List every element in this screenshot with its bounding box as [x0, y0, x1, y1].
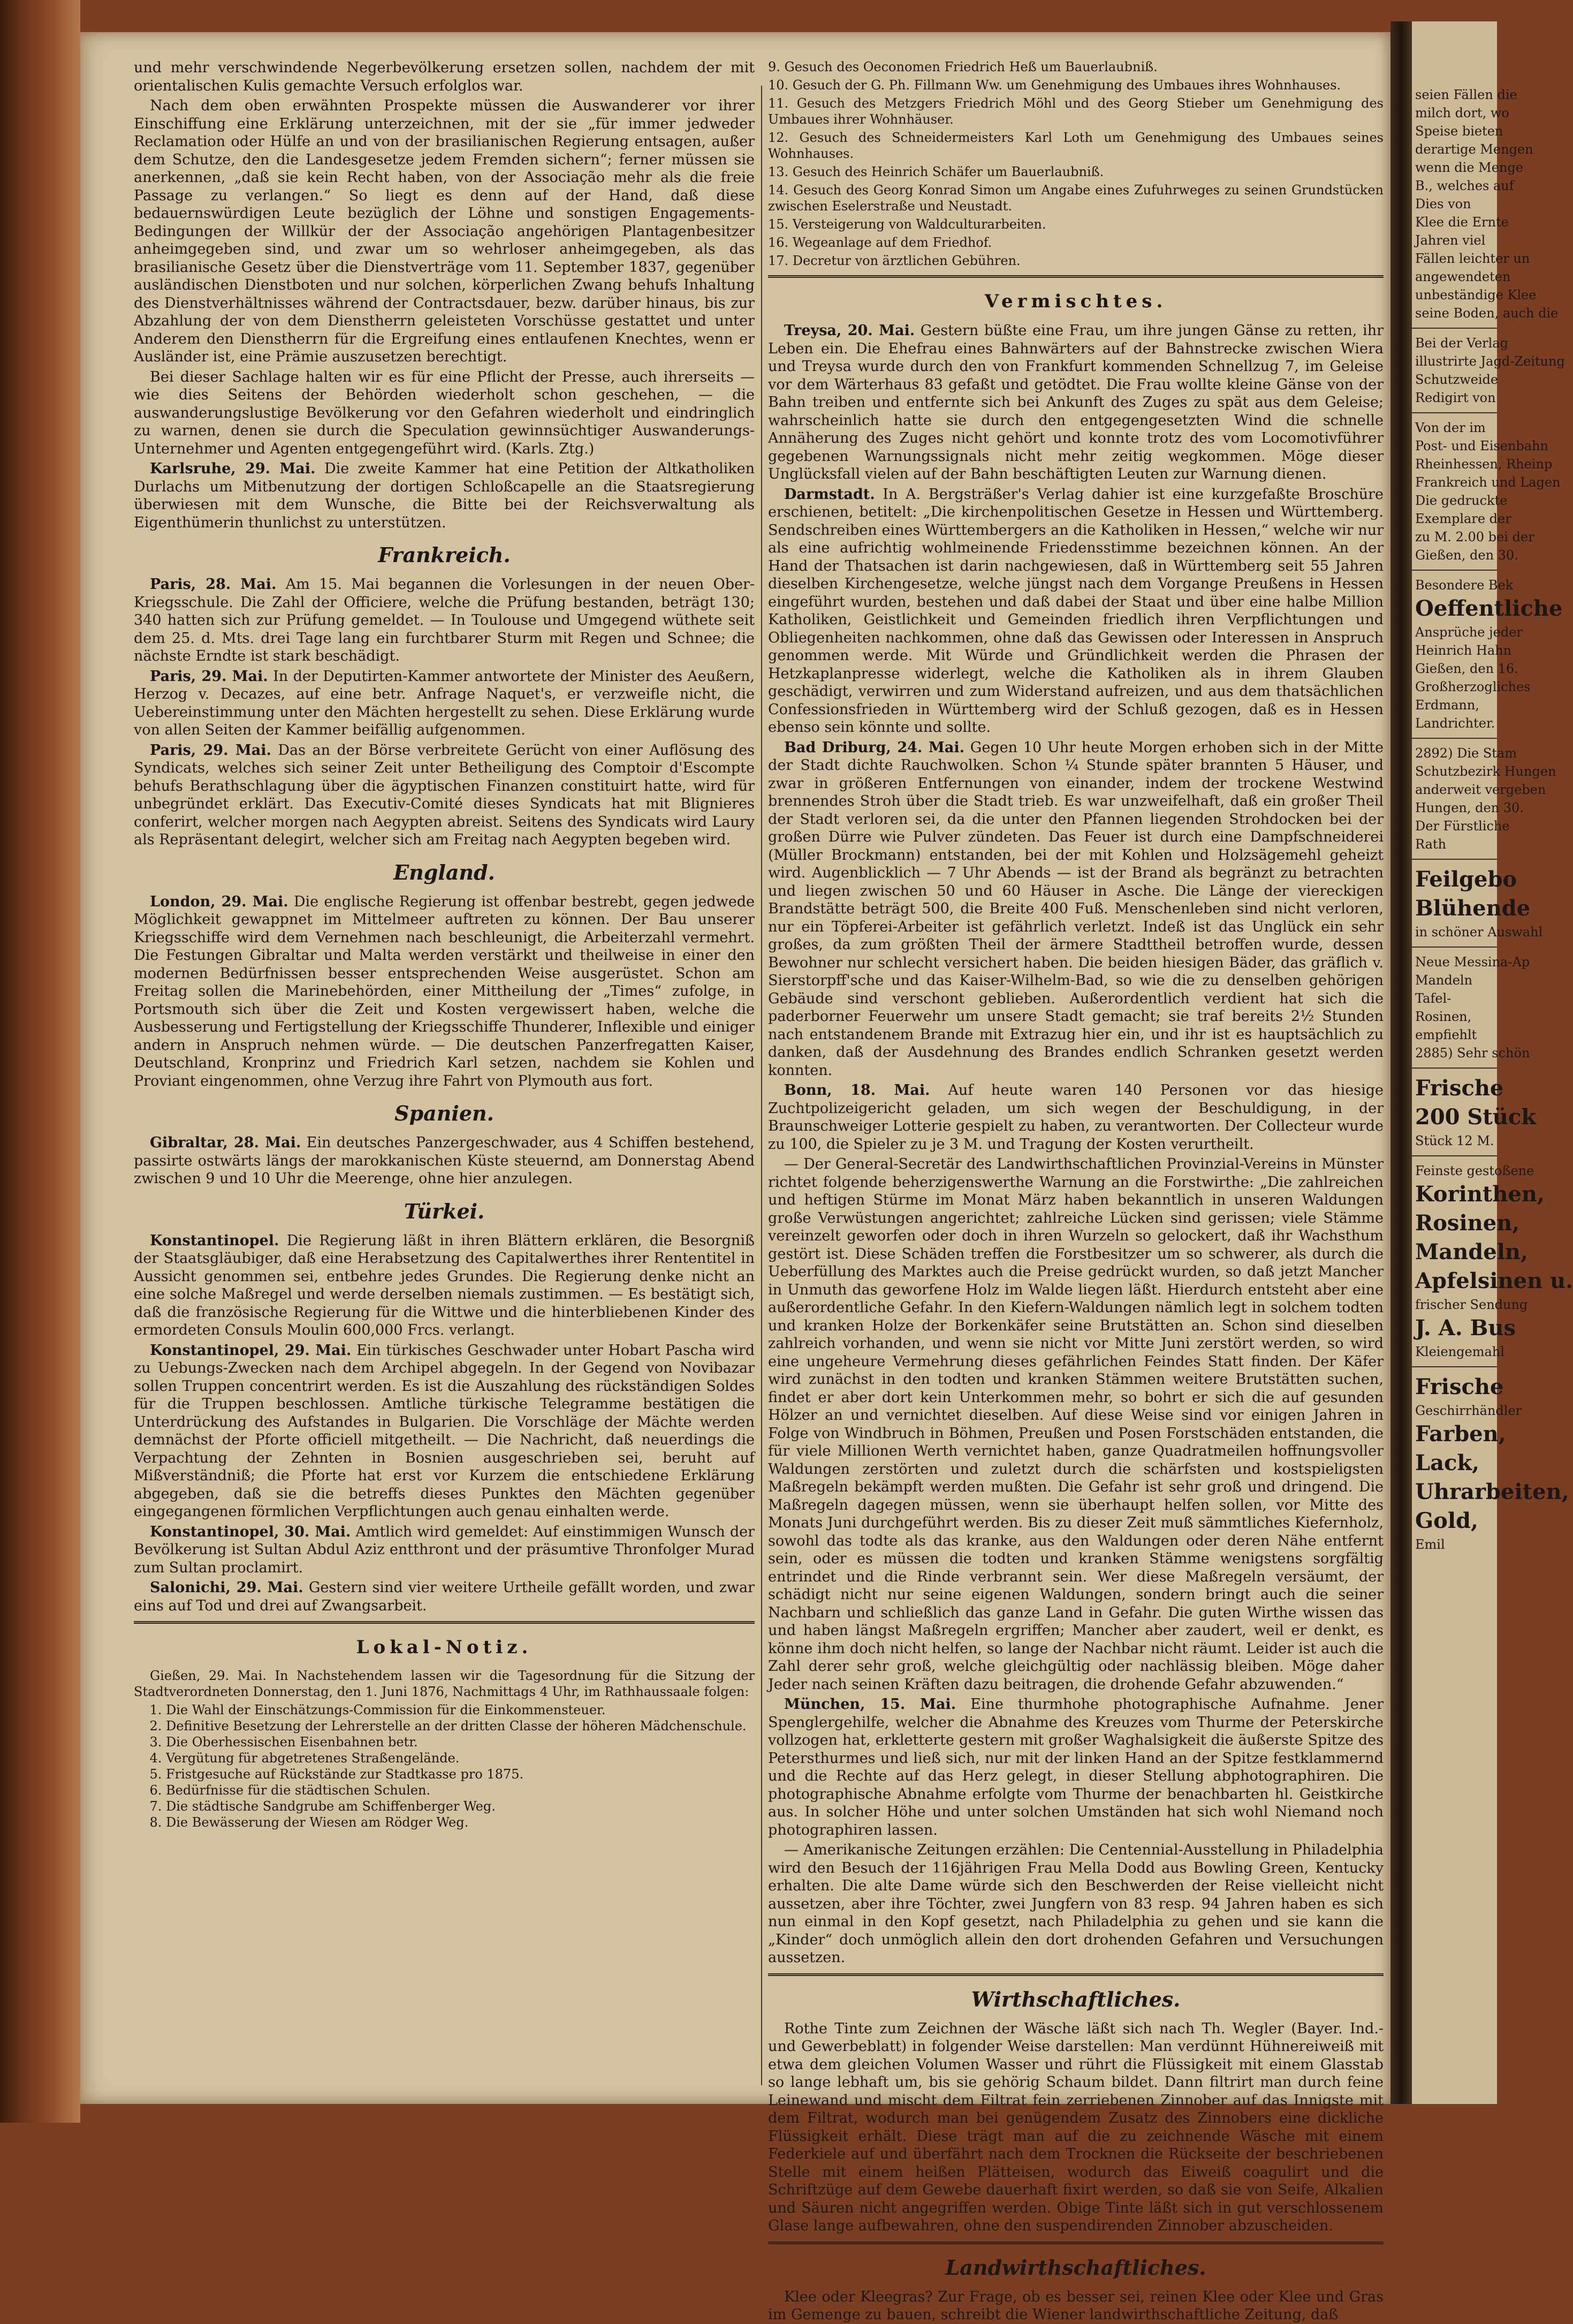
column-divider — [761, 86, 762, 2085]
fragment-line: Erdmann, — [1415, 698, 1479, 713]
news-item-gibraltar — [134, 1134, 755, 1188]
news-item-paris — [134, 668, 755, 739]
fragment-line: Neue Messina-Ap — [1415, 955, 1530, 970]
fragment-line: milch dort, wo — [1415, 105, 1509, 120]
fragment-rule — [1412, 859, 1497, 860]
fragment-rule — [1412, 1366, 1497, 1367]
news-item-muenster: — Der General-Secretär des Landwirthschaftlichen Provinzial-Vereins in Münster richtet folgende beherzigenswerthe Warnung an die Forstwirthe: „Die zahlreichen und heftigen Stürme im Monat März haben bekanntlich in unseren Waldungen große Verwüstungen angerichtet; zahlreiche Lücken sind gerissen; viele Stämme vereinzelt geworfen oder doch in ihren Wurzeln so gelockert, daß ihr Wachsthum gestört ist. Diese Schäden treffen die Forstbesitzer um so schwerer, als durch die Ueberfüllung des Marktes auch die Preise gedrückt wurden, so daß jetzt Mancher in Unmuth das geworfene Holz im Walde liegen läßt. Hierdurch entsteht aber eine außerordentliche Gefahr. In den Kiefern-Waldungen nämlich legt in solchem todten und kranken Holze der Borkenkäfer seine Brutstätten an. Schon sind dieselben zahlreich vorhanden, und wenn sie nicht vor Mitte Juni zerstört werden, so wird eine ungeheure Vermehrung dieses gefährlichen Feindes Statt finden. Der Käfer wird zunächst in den todten und kranken Stämmen weitere Brutstätten suchen, findet er aber dort kein Unterkommen mehr, so bohrt er sich die auf gesunden Hölzer an und vernichtet dieselben. Auf diese Weise sind vor einigen Jahren in Folge von Windbruch in Böhmen, Preußen und Posen Forstschäden entstanden, die für viele Millionen Werth vernichtet haben, ganze Quadratmeilen hoffnungsvoller Waldungen zerstörten und zuletzt durch die schärfsten und kostspieligsten Maßregeln bekämpft werden mußten. Die Gefahr ist sehr groß und dringend. Die Maßregeln dagegen müssen, wenn sie überhaupt helfen sollen, vor Mitte des Monats Juni durchgeführt werden. Bis zu dieser Zeit muß sämmtliches Kiefernholz, sowohl das todte als das kranke, aus den Waldungen oder deren Nähe entfernt sein, oder es müssen die todten und kranken Stämme wenigstens sorgfältig entrindet und die Rinde verbrannt sein. Wer diese Maßregeln versäumt, der schädigt nicht nur seine eigenen Waldungen, sondern bringt auch die seiner Nachbarn und schließlich das ganze Land in Gefahr. Die guten Wirthe wissen das und haben längst Maßregeln ergriffen; Mancher aber zaudert, weil er denkt, es könne ihm doch nicht helfen, so lange der Nachbar nicht räumt. Leider ist auch die Zahl derer sehr groß, welche gleichgültig oder nachlässig bleiben. Möge daher Jeder nach seinen Kräften dazu beitragen, die drohende Gefahr abzuwenden.“ — [768, 1156, 1384, 1693]
fragment-line: Fällen leichter un — [1415, 251, 1530, 266]
news-item-konstantinopel — [134, 1523, 755, 1577]
agenda-item: 5. Fristgesuche auf Rückstände zur Stadtkasse pro 1875. — [166, 1766, 755, 1782]
fragment-line: empfiehlt — [1415, 1027, 1477, 1042]
fragment-line: Schutzbezirk Hungen — [1415, 764, 1556, 779]
dateline: Bonn, 18. Mai. — [784, 1082, 930, 1099]
fragment-line: derartige Mengen — [1415, 142, 1533, 157]
fragment-line: Gießen, den 16. — [1415, 661, 1518, 676]
agenda-item: 14. Gesuch des Georg Konrad Simon um Angabe eines Zufuhrweges zu seinen Grundstücken zwischen Eselerstraße und Neustadt. — [768, 183, 1384, 214]
section-heading-tuerkei: Türkei. — [404, 1199, 485, 1223]
fragment-line: Von der im — [1415, 420, 1486, 435]
fragment-line: Feinste gestoßene — [1415, 1163, 1534, 1178]
news-item-paris — [134, 576, 755, 665]
fragment-heading: Blühende — [1415, 896, 1531, 921]
agenda-continued — [768, 59, 1384, 269]
fragment-heading: Frische — [1415, 1374, 1504, 1399]
fragment-line: seine Boden, auch die — [1415, 306, 1559, 321]
section-rule — [768, 275, 1384, 278]
agenda-item: 8. Die Bewässerung der Wiesen am Rödger Weg. — [166, 1814, 755, 1830]
fragment-heading: Uhrarbeiten, — [1415, 1479, 1569, 1504]
news-text: Eine thurmhohe photographische Aufnahme. Jener Spenglergehilfe, welcher die Abnahme des Kreuzes vom Thurme der Peterskirche vollzogen hat, erkletterte gestern mit großer Waghalsigkeit die äußerste Spitze des Petersthurmes und ließ sich, nur mit der linken Hand an der Spitze festklammernd und die Rechte auf das Herz gelegt, in dieser Stellung abphotographiren. Die photographische Abnahme erfolgte vom Thurme der benachbarten hl. Geistkirche aus. In solcher Höhe und unter solchen Umständen hat sich wohl Niemand noch photographiren lassen. — [768, 1696, 1384, 1838]
section-heading-wirthschaftliches: Wirthschaftliches. — [971, 1987, 1181, 2011]
fragment-line: in schöner Auswahl — [1415, 925, 1543, 940]
section-rule — [768, 1973, 1384, 1976]
fragment-heading: Frische — [1415, 1076, 1504, 1101]
section-heading-lokal: Lokal-Notiz. — [356, 1637, 533, 1658]
fragment-heading: J. A. Bus — [1415, 1315, 1516, 1341]
fragment-line: Frankreich und Lagen — [1415, 475, 1561, 490]
news-item-konstantinopel — [134, 1342, 755, 1521]
fragment-line: Mandeln — [1415, 973, 1473, 988]
article-paragraph: Nach dem oben erwähnten Prospekte müssen die Auswanderer vor ihrer Einschiffung eine Erklärung unterzeichnen, mit der sie „für immer jedweder Reclamation oder Hülfe an und von der brasilianischen Regierung entsagen, außer dem Schutze, den die Landesgesetze jedem Fremden sichern“; ferner müssen sie anerkennen, „daß sie kein Recht haben, von der Associação mehr als die freie Passage zu verlangen.“ So liegt es denn auf der Hand, daß diese bedauernswürdigen Leute bezüglich der Löhne und sonstigen Engagements-Bedingungen der Willkür der der Associação angehörigen Plantagenbesitzer anheimgegeben sind, und zwar um so wehrloser anheimgegeben, als das brasilianische Gesetz über die Dienstverträge vom 11. September 1837, gegenüber ausländischen Dienstboten und nur solchen, körperlichen Zwang behufs Inhaltung des Dienstverhältnisses während der Contractsdauer, bezw. darüber hinaus, bis zur Abzahlung der von dem Dienstherrn geleisteten Vorschüsse gestattet und unter Anderem den Dienstherrn für die Ergreifung eines entlaufenen Knechtes, wenn er Ausländer ist, eine Prämie auszusetzen berechtigt. — [134, 97, 755, 365]
fragment-line: Großherzogliches — [1415, 679, 1531, 694]
section-rule — [134, 1621, 755, 1624]
fragment-line: Gießen, den 30. — [1415, 548, 1518, 563]
agenda-item: 11. Gesuch des Metzgers Friedrich Möhl und des Georg Stieber um Genehmigung des Umbaues ihrer Wohnhäuser. — [768, 96, 1384, 127]
fragment-heading: Farben, — [1415, 1421, 1506, 1447]
fragment-line: Der Fürstliche — [1415, 819, 1510, 834]
fragment-line: unbeständige Klee — [1415, 287, 1537, 302]
agenda-item: 12. Gesuch des Schneidermeisters Karl Loth um Genehmigung des Umbaues seines Wohnhauses. — [768, 130, 1384, 161]
agenda-item: 17. Decretur von ärztlichen Gebühren. — [768, 253, 1021, 268]
adjacent-page-fragment — [1412, 21, 1573, 2104]
fragment-rule — [1412, 328, 1497, 329]
section-rule — [768, 2242, 1384, 2244]
fragment-line: Dies von — [1415, 196, 1471, 211]
fragment-line: 2885) Sehr schön — [1415, 1046, 1530, 1061]
agenda-item: 6. Bedürfnisse für die städtischen Schulen. — [166, 1782, 755, 1798]
fragment-heading: Rosinen, — [1415, 1210, 1520, 1236]
fragment-line: B., welches auf — [1415, 178, 1514, 193]
news-text: Am 15. Mai begannen die Vorlesungen in der neuen Ober-Kriegsschule. Die Zahl der Officiere, welche die Prüfung bestanden, beträgt 130; 340 hatten sich zur Prüfung gemeldet. — In Toulouse und Umgegend wüthete seit dem 25. d. Mts. drei Tage lang ein furchtbarer Sturm mit Regen und Schnee; die nächste Erndte ist stark beschädigt. — [134, 576, 755, 664]
fragment-line: Exemplare der — [1415, 511, 1511, 526]
news-text: Gegen 10 Uhr heute Morgen erhoben sich in der Mitte der Stadt dichte Rauchwolken. Schon ¼ Stunde später brannten 5 Häuser, und zwar in größeren Entfernungen von einander, indem der trockene Westwind brennendes Stroh über die Stadt trieb. Es war unzweifelhaft, daß ein großer Theil der Stadt verloren sei, da die unter den Pfannen liegenden Strohdocken bei der großen Dürre wie Pulver zündeten. Das Feuer ist durch eine Dampfschneiderei (Müller Brockmann) entstanden, bei der mit Kohlen und Holzsägemehl geheizt wird. Augenblicklich — 7 Uhr Abends — ist der Brand als begränzt zu betrachten und liegen zwischen 50 und 60 Häuser in Asche. Die Länge der viereckigen Brandstätte beträgt 500, die Breite 400 Fuß. Menschenleben sind nicht verloren, nur ein Töpferei-Arbeiter ist gefährlich verletzt. Indeß ist das Unglück ein sehr großes, da zum größten Theil der ärmere Stadttheil betroffen wurde, dessen Bewohner nur schlecht versichert haben. Die beiden hiesigen Bäder, das gräflich v. Sierstorpff'sche und das Kaiser-Wilhelm-Bad, so wie die zu denselben gehörigen Gebäude sind verschont geblieben. Außerordentlich verdient hat sich die paderborner Feuerwehr um unsere Stadt gemacht; sie traf bereits 2½ Stunden nach entstandenem Brande mit Extrazug hier ein, und ihr ist es hauptsächlich zu danken, daß der Ausdehnung des Brandes endlich Schranken gesetzt werden konnten. — [768, 739, 1384, 1079]
fragment-line: zu M. 2.00 bei der — [1415, 529, 1534, 544]
agenda-item: 16. Wegeanlage auf dem Friedhof. — [768, 235, 992, 250]
fragment-rule — [1412, 738, 1497, 739]
fragment-heading: Korinthen, — [1415, 1182, 1545, 1207]
fragment-line: Bei der Verlag — [1415, 336, 1508, 351]
news-text: Die Regierung läßt in ihren Blättern erklären, die Besorgniß der Staatsgläubiger, daß eine Herabsetzung des Capitalwerthes ihrer Rententitel in Aussicht genommen sei, entbehre jedes Grundes. Die Regierung denke nicht an eine solche Maßregel und werde derselben niemals zustimmen. — Es bestätigt sich, daß die französische Regierung für die Wittwe und die hinterbliebenen Kinder des ermordeten Consuls Moulin 600,000 Frcs. verlangt. — [134, 1232, 755, 1338]
section-heading-england: England. — [393, 860, 495, 884]
agenda-item: 13. Gesuch des Heinrich Schäfer um Bauerlaubniß. — [768, 164, 1104, 179]
section-heading-spanien: Spanien. — [394, 1101, 494, 1125]
news-text: Das an der Börse verbreitete Gerücht von einer Auflösung des Syndicats, welches sich seiner Zeit unter Betheiligung des Comptoir d'Escompte behufs Berathschlagung über die ägyptischen Finanzen constituirt hatte, wird für unbegründet erklärt. Das Executiv-Comité dieses Syndicats hat mit Blignieres conferirt, welcher morgen nach Aegypten abreist. Seitens des Syndicats wird Laury als Repräsentant delegirt, welcher sich am Freitag nach Aegypten begeben wird. — [134, 741, 755, 848]
fragment-rule — [1412, 1155, 1497, 1156]
news-item-driburg — [768, 739, 1384, 1080]
dateline: Paris, 29. Mai. — [150, 668, 268, 685]
book-spine — [0, 0, 80, 2123]
dateline: Paris, 29. Mai. — [150, 741, 271, 759]
fragment-line: Geschirrhändler — [1415, 1403, 1522, 1418]
page-gutter — [1390, 21, 1412, 2104]
fragment-rule — [1412, 412, 1497, 413]
fragment-line: Besondere Bek — [1415, 578, 1514, 593]
fragment-line: 2892) Die Stam — [1415, 746, 1517, 761]
dateline: Treysa, 20. Mai. — [784, 322, 915, 339]
fragment-heading: Gold, — [1415, 1508, 1478, 1533]
news-item-amerika: — Amerikanische Zeitungen erzählen: Die Centennial-Ausstellung in Philadelphia wird den Besuch der 116jährigen Frau Mella Dodd aus Bowling Green, Kentucky erhalten. Die alte Dame würde sich den Beschwerden der Reise vielleicht nicht aussetzen, aber ihre Töchter, zwei Jungfern von 83 resp. 94 Jahren haben es sich nun einmal in den Kopf gesetzt, nach Philadelphia zu gehen und sie kann die „Kinder“ doch unmöglich allein den dort drohenden Gefahren und Versuchungen aussetzen. — [768, 1842, 1384, 1966]
fragment-line: Post- und Eisenbahn — [1415, 438, 1548, 453]
news-item-paris — [134, 741, 755, 849]
fragment-line: Rath — [1415, 837, 1447, 852]
article-paragraph: Bei dieser Sachlage halten wir es für eine Pflicht der Presse, auch ihrerseits — wie dies Seitens der Behörden wiederholt schon geschehen, — die auswanderungslustige Bevölkerung vor den Gefahren wiederholt und eindringlich zu warnen, denen sie durch die Speculation gewinnsüchtiger Auswanderungs-Unternehmer und Agenten entgegengeführt wird. (Karls. Ztg.) — [134, 368, 755, 457]
dateline: Bad Driburg, 24. Mai. — [784, 739, 964, 756]
dateline: Gibraltar, 28. Mai. — [150, 1134, 301, 1151]
news-text: In der Deputirten-Kammer antwortete der Minister des Aeußern, Herzog v. Decazes, auf eine betr. Anfrage Naquet's, er verzweifle nicht, die Uebereinstimmung unter den Mächten hergestellt zu sehen. Diese Erklärung wurde von allen Seiten der Kammer beifällig aufgenommen. — [134, 668, 755, 738]
news-text: Ein deutsches Panzergeschwader, aus 4 Schiffen bestehend, passirte ostwärts längs der marokkanischen Küste steuernd, am Donnerstag Abend zwischen 9 und 10 Uhr die Meerenge, ohne hier anzulegen. — [134, 1134, 755, 1187]
dateline: Salonichi, 29. Mai. — [150, 1579, 303, 1596]
fragment-line: Die gedruckte — [1415, 493, 1508, 508]
news-text: Gestern sind vier weitere Urtheile gefällt worden, und zwar eins auf Tod und drei auf Zwangsarbeit. — [134, 1579, 755, 1614]
agenda-item: 2. Definitive Besetzung der Lehrerstelle an der dritten Classe der höheren Mädchenschule. — [166, 1718, 755, 1734]
agenda-item: 15. Versteigerung von Waldculturarbeiten. — [768, 217, 1046, 232]
fragment-line: frischer Sendung — [1415, 1297, 1528, 1312]
fragment-heading: Mandeln, — [1415, 1239, 1528, 1265]
news-item-treysa — [768, 322, 1384, 483]
fragment-line: Speise bieten — [1415, 124, 1503, 139]
fragment-rule — [1412, 570, 1497, 571]
news-text: Gestern büßte eine Frau, um ihre jungen Gänse zu retten, ihr Leben ein. Die Ehefrau eines Bahnwärters auf der Bahnstrecke zwischen Wiera und Treysa wurde durch den von Frankfurt kommenden Schnellzug 7, im Geleise vor dem Wärterhaus 83 gefaßt und getödtet. Die Frau wollte kleine Gänse von der Bahn treiben und entfernte sich bei Ankunft des Zuges zu spät aus dem Geleise; wahrscheinlich hatte sie durch den entgegengesetzten Wind die schnelle Annäherung des Zuges nicht gehört und konnte trotz des vom Locomotivführer gegebenen Warnungssignals nicht mehr zeitig wegkommen. Möge dieser Unglücksfall vielen auf der Bahn beschäftigten Leuten zur Warnung dienen. — [768, 322, 1384, 482]
fragment-line: Kleiengemahl — [1415, 1344, 1504, 1359]
section-heading-landwirthschaftliches: Landwirthschaftliches. — [945, 2255, 1206, 2280]
fragment-line: Tafel- — [1415, 991, 1452, 1006]
fragment-line: Redigirt von — [1415, 390, 1496, 405]
dateline: Konstantinopel, 29. Mai. — [150, 1342, 352, 1359]
news-text: Ein türkisches Geschwader unter Hobart Pascha wird zu Uebungs-Zwecken nach dem Archipel abgegeln. In der Gegend von Novibazar sollen Truppen concentrirt werden. Es ist die Auszahlung des rückständigen Soldes für die Truppen beschlossen. Amtliche türkische Telegramme bestätigen die Unterdrückung des Aufstandes in Bulgarien. Die Vorschläge der Mächte werden demnächst der Pforte officiell mitgetheilt. — Die Nachricht, daß neuerdings die Verpachtung der Zehnten in Bosnien ausgeschrieben sei, beruht auf Mißverständniß; die Pforte hat erst vor Kurzem die entschiedene Erklärung abgegeben, daß sie die betreffs dieses Punktes den Mächten gegenüber eingegangenen förmlichen Verpflichtungen auch genau einhalten werde. — [134, 1342, 755, 1520]
fragment-heading: Oeffentliche — [1415, 596, 1563, 621]
dateline: München, 15. Mai. — [784, 1696, 956, 1713]
news-item-bonn — [768, 1081, 1384, 1153]
fragment-heading: 200 Stück — [1415, 1104, 1536, 1130]
agenda-item: 9. Gesuch des Oeconomen Friedrich Heß um Bauerlaubniß. — [768, 59, 1158, 74]
news-item-karlsruhe — [134, 460, 755, 532]
agenda-item: 7. Die städtische Sandgrube am Schiffenberger Weg. — [166, 1798, 755, 1814]
fragment-line: illustrirte Jagd-Zeitung — [1415, 354, 1565, 369]
left-column — [134, 59, 755, 2091]
dateline: Konstantinopel. — [150, 1232, 279, 1249]
article-paragraph: und mehr verschwindende Negerbevölkerung ersetzen sollen, nachdem der mit orientalischen Kulis gemachte Versuch erfolglos war. — [134, 59, 755, 94]
dateline: Paris, 28. Mai. — [150, 576, 277, 593]
fragment-line: Klee die Ernte — [1415, 215, 1509, 230]
news-item-muenchen — [768, 1695, 1384, 1839]
fragment-rule — [1412, 1068, 1497, 1069]
news-item-london — [134, 893, 755, 1091]
fragment-line: wenn die Menge — [1415, 160, 1523, 175]
fragment-line: Schutzweide — [1415, 372, 1499, 387]
news-text: In A. Bergsträßer's Verlag dahier ist eine kurzgefaßte Broschüre erschienen, betitelt: „Die kirchenpolitischen Gesetze in Hessen und Württemberg. Sendschreiben eines Württembergers an die Katholiken in Hessen,“ welche wir nur als eine aufrichtig wohlmeinende Friedensstimme bezeichnen können. An der Hand der Thatsachen ist darin nachgewiesen, daß in Württemberg seit 55 Jahren dieselben Kirchengesetze, welche jüngst nach dem Vorgange Preußens in Hessen eingeführt wurden, bestehen und daß dabei der Staat und über eine halbe Million Katholiken, Geistlichkeit und Gemeinden friedlich ihren Verpflichtungen und Obliegenheiten nachkommen, ohne daß das Gewissen oder Interessen in Anspruch genommen werde. Mit Würde und Gründlichkeit werden die Phrasen der Hetzkaplanpresse widerlegt, welche die Katholiken als in ihrem Glauben geschädigt, verwirren und zum Widerstand aufreizen, und aus dem thatsächlichen Confessionsfrieden in Württemberg wird der Schluß gezogen, daß es in Hessen ebenso sein könnte und sollte. — [768, 486, 1384, 736]
news-item-darmstadt — [768, 486, 1384, 737]
section-heading-frankreich: Frankreich. — [378, 543, 511, 567]
fragment-heading: Lack, — [1415, 1450, 1480, 1475]
fragment-heading: Feilgebo — [1415, 867, 1517, 892]
fragment-line: anderweit vergeben — [1415, 782, 1546, 797]
fragment-line: Emil — [1415, 1537, 1445, 1552]
dateline: Darmstadt. — [784, 486, 875, 503]
fragment-line: Ansprüche jeder — [1415, 625, 1523, 640]
lokal-intro: Gießen, 29. Mai. In Nachstehendem lassen wir die Tagesordnung für die Sitzung der Stadtverordneten Donnerstag, den 1. Juni 1876, Nachmittags 4 Uhr, im Rathhaussaale folgen: — [134, 1668, 755, 1699]
section-heading-vermischtes: Vermischtes. — [984, 291, 1167, 312]
fragment-line: Landrichter. — [1415, 716, 1495, 731]
lokal-notiz — [134, 1668, 755, 1830]
fragment-line: Stück 12 M. — [1415, 1133, 1494, 1148]
fragment-heading: Apfelsinen u. — [1415, 1268, 1573, 1293]
fragment-line: Heinrich Hahn — [1415, 643, 1512, 658]
agenda-list — [134, 1702, 755, 1830]
fragment-line: Rheinhessen, Rheinp — [1415, 457, 1553, 472]
fragment-line: Jahren viel — [1415, 233, 1486, 248]
fragment-line: Rosinen, — [1415, 1009, 1472, 1024]
news-text: Die zweite Kammer hat eine Petition der Altkatholiken Durlachs um Mitbenutzung der dortigen Schloßcapelle an die Staatsregierung überwiesen mit dem Wunsche, die Bitte bei der Reichsverwaltung als Eigenthümerin thunlichst zu unterstützen. — [134, 460, 755, 531]
dateline: London, 29. Mai. — [150, 893, 288, 910]
article-paragraph: Klee oder Kleegras? Zur Frage, ob es besser sei, reinen Klee oder Klee und Gras im Gemenge zu bauen, schreibt die Wiener landwirthschaftliche Zeitung, daß — [768, 2288, 1384, 2323]
fragment-rule — [1412, 947, 1497, 948]
news-text: Die englische Regierung ist offenbar bestrebt, gegen jedwede Möglichkeit gewappnet im Mittelmeer auftreten zu können. Der Bau unserer Kriegsschiffe wird dem Vernehmen nach beschleunigt, die Arbeiterzahl vermehrt. Die Festungen Gibraltar und Malta werden verstärkt und theilweise in einer den modernen Bedürfnissen besser entsprechenden Weise ausgerüstet. Schon am Freitag sollen die Marinebehörden, einer Mittheilung der „Times“ zufolge, in Portsmouth sich über die Zeit und Kosten vergewissert haben, welche die Ausbesserung und Fertigstellung der Kriegsschiffe Thunderer, Inflexible und einiger andern in Anspruch nehmen würde. — Die deutschen Panzerfregatten Kaiser, Deutschland, Kronprinz und Friedrich Karl setzen, nachdem sie Kohlen und Proviant eingenommen, ohne Verzug ihre Fahrt von Plymouth aus fort. — [134, 893, 755, 1089]
agenda-item: 4. Vergütung für abgetretenes Straßengelände. — [166, 1750, 755, 1766]
dateline: Karlsruhe, 29. Mai. — [150, 460, 316, 477]
fragment-line: Hungen, den 30. — [1415, 800, 1524, 815]
fragment-line: angewendeten — [1415, 269, 1511, 284]
dateline: Konstantinopel, 30. Mai. — [150, 1523, 351, 1540]
fragment-line: seien Fällen die — [1415, 87, 1517, 102]
right-column — [768, 59, 1384, 2323]
news-text: Auf heute waren 140 Personen vor das hiesige Zuchtpolizeigericht geladen, um sich wegen der Beschuldigung, in der Braunschweiger Lotterie gespielt zu haben, zu verantworten. Der Collecteur wurde zu 100, die Spieler zu je 3 M. und Tragung der Kosten verurtheilt. — [768, 1082, 1384, 1153]
news-item-konstantinopel — [134, 1232, 755, 1339]
agenda-item: 3. Die Oberhessischen Eisenbahnen betr. — [166, 1734, 755, 1750]
agenda-item: 1. Die Wahl der Einschätzungs-Commission für die Einkommensteuer. — [166, 1702, 755, 1718]
news-item-salonichi — [134, 1579, 755, 1615]
article-paragraph: Rothe Tinte zum Zeichnen der Wäsche läßt sich nach Th. Wegler (Bayer. Ind.- und Gewerbeblatt) in folgender Weise darstellen: Man verdünnt Hühnereiweiß mit etwa dem gleichen Volumen Wasser und rührt die Flüssigkeit mit einem Glasstab so lange lebhaft um, bis sie gehörig Schaum bildet. Dann filtrirt man durch feine Leinewand und mischt dem Filtrat fein zerriebenen Zinnober auf das Innigste mit dem Filtrat, wodurch man bei genügendem Zusatz des Zinnobers eine dickliche Flüssigkeit erhält. Diese trägt man auf die zu zeichnende Wäsche mit einem Federkiele auf und überfährt nach dem Trocknen die Rückseite der beschriebenen Stelle mit einem heißen Plätteisen, wodurch das Eiweiß coagulirt und die Schriftzüge auf dem Gewebe dauerhaft fixirt werden, so daß sie von Seife, Alkalien und Säuren nicht angegriffen werden. Obige Tinte läßt sich in gut verschlossenem Glase lange aufbewahren, ohne den suspendirenden Zinnober abzuscheiden. — [768, 2020, 1384, 2234]
agenda-item: 10. Gesuch der G. Ph. Fillmann Ww. um Genehmigung des Umbaues ihres Wohnhauses. — [768, 78, 1341, 93]
news-text: Amtlich wird gemeldet: Auf einstimmigen Wunsch der Bevölkerung ist Sultan Abdul Aziz entthront und der präsumtive Thronfolger Murad zum Sultan proclamirt. — [134, 1523, 755, 1576]
